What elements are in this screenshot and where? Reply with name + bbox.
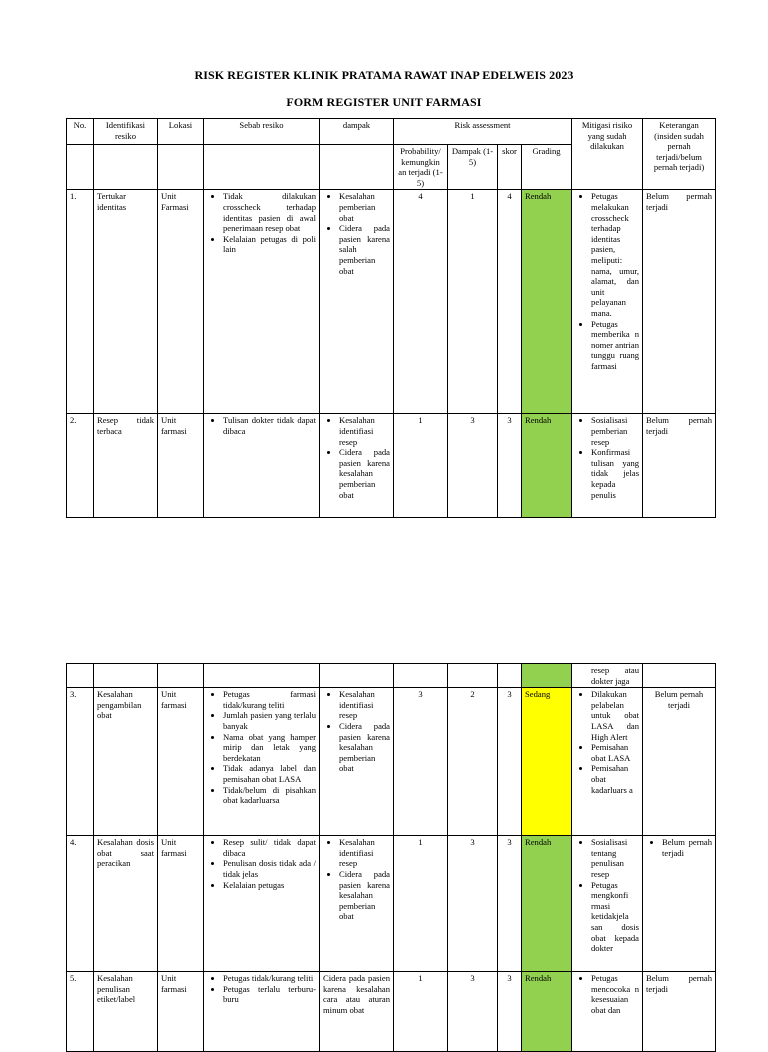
col-header-dampak: dampak [320,119,394,145]
row-mitigasi [572,836,643,972]
list-item: • Petugas tidak/kurang teliti [223,973,316,984]
document-title: RISK REGISTER KLINIK PRATAMA RAWAT INAP EDELWEIS 2023 [194,68,574,82]
row-no: 3. [67,688,94,836]
col-header-no: No. [67,119,94,145]
header-row-1 [67,119,716,145]
list-item: • Kesalahan pemberian obat [339,191,390,223]
row-identifikasi: Tertukar identitas [94,190,158,414]
list-item: • Cidera pada pasien karena kesalahan pemberian obat [339,721,390,774]
row-keterangan [643,836,716,972]
row-dampak [320,688,394,836]
row-probability: 4 [394,190,448,414]
col-header-sebab: Sebab resiko [204,119,320,145]
list-item: • Jumlah pasien yang terlalu banyak [223,710,316,731]
list-item: • Petugas mencocoka n kesesuaian obat dan [591,973,639,1015]
row-dampak: Cidera pada pasien karena kesalahan cara atau aturan minum obat [320,972,394,1052]
table-row [67,688,716,836]
row-dampak [320,836,394,972]
col-header-dampak-score: Dampak (1-5) [448,145,498,190]
list-item: • Tulisan dokter tidak dapat dibaca [223,415,316,436]
list-item: • Kesalahan identifiasi resep [339,415,390,447]
list-item: • Konfirmasi tulisan yang tidak jelas kepada penulis [591,447,639,500]
col-header-risk-assessment: Risk assessment [394,119,572,145]
table-row [67,972,716,1052]
list-item: • Petugas memberika n nomer antrian tunggu ruang farmasi [591,319,639,372]
row-no: 4. [67,836,94,972]
row-identifikasi: Kesalahan pengambilan obat [94,688,158,836]
list-item: • Pemisahan obat LASA [591,742,639,763]
row-no: 2. [67,414,94,518]
table-row [67,836,716,972]
table-row [67,414,716,518]
list-item: • Nama obat yang hamper mirip dan letak yang berdekatan [223,732,316,764]
row-dampak-score: 2 [448,688,498,836]
row-skor: 3 [498,972,522,1052]
row-sebab [204,688,320,836]
row-sebab [204,414,320,518]
row-keterangan: Belum permah terjadi [643,190,716,414]
row-no: 1. [67,190,94,414]
row-dampak-score: 1 [448,190,498,414]
row-lokasi: Unit farmasi [158,836,204,972]
row-sebab [204,836,320,972]
row-probability: 1 [394,836,448,972]
row-skor: 4 [498,190,522,414]
col-header-probability: Probability/ kemungkin an terjadi (1-5) [394,145,448,190]
row-identifikasi: Resep tidak terbaca [94,414,158,518]
row-grading: Rendah [522,414,572,518]
list-item: • Pemisahan obat kadarluars a [591,763,639,795]
list-item: • Tidak/belum di pisahkan obat kadarluarsa [223,785,316,806]
row-keterangan: Belum pernah terjadi [643,414,716,518]
list-item: • Tidak adanya label dan pemisahan obat LASA [223,763,316,784]
row-identifikasi: Kesalahan penulisan etiket/label [94,972,158,1052]
row-lokasi: Unit farmasi [158,688,204,836]
continuation-text: resep atau dokter jaga [572,664,643,688]
row-probability: 1 [394,414,448,518]
list-item: • Cidera pada pasien karena salah pemberian obat [339,223,390,276]
row-dampak [320,190,394,414]
list-item: • Belum pernah terjadi [662,837,712,858]
list-item: • Tidak dilakukan crosscheck terhadap identitas pasien di awal penerimaan resep obat [223,191,316,233]
row-keterangan: Belum pernah terjadi [643,688,716,836]
list-item: • Petugas mengkonfi rmasi ketidakjela san dosis obat kepada dokter [591,880,639,954]
list-item: • Petugas melakukan crosscheck terhadap identitas pasien, meliputi: nama, umur, alamat, dan unit pelayanan mana. [591,191,639,318]
row-identifikasi: Kesalahan dosis obat saat peracikan [94,836,158,972]
list-item: • Penulisan dosis tidak ada / tidak jelas [223,858,316,879]
row-lokasi: Unit farmasi [158,972,204,1052]
list-item: • Petugas farmasi tidak/kurang teliti [223,689,316,710]
list-item: • Sosialisasi tentang penulisan resep [591,837,639,879]
row-dampak-score: 3 [448,836,498,972]
col-header-keterangan: Keterangan (insiden sudah pernah terjadi/belum pernah terjadi) [643,119,716,190]
row-grading: Rendah [522,190,572,414]
list-item: • Dilakukan pelabelan untuk obat LASA dan High Alert [591,689,639,742]
document-subtitle: FORM REGISTER UNIT FARMASI [286,95,482,109]
row-mitigasi [572,972,643,1052]
row-skor: 3 [498,414,522,518]
row-probability: 1 [394,972,448,1052]
col-header-skor: skor [498,145,522,190]
row-skor: 3 [498,688,522,836]
row-sebab [204,972,320,1052]
row-lokasi: Unit Farmasi [158,190,204,414]
col-header-grading: Grading [522,145,572,190]
row-lokasi: Unit farmasi [158,414,204,518]
row-sebab [204,190,320,414]
list-item: • Kesalahan identifiasi resep [339,689,390,721]
row-keterangan: Belum pernah terjadi [643,972,716,1052]
row-no: 5. [67,972,94,1052]
row-dampak-score: 3 [448,414,498,518]
risk-table-top [66,118,716,518]
risk-table-continued [66,663,716,1052]
list-item: • Kesalahan identifiasi resep [339,837,390,869]
row-grading: Rendah [522,972,572,1052]
list-item: • Petugas terlalu terburu-buru [223,984,316,1005]
list-item: • Resep sulit/ tidak dapat dibaca [223,837,316,858]
list-item: • Cidera pada pasien karena kesalahan pemberian obat [339,869,390,922]
list-item: • Sosialisasi pemberian resep [591,415,639,447]
row-mitigasi [572,688,643,836]
row-grading: Rendah [522,836,572,972]
row-grading: Sedang [522,688,572,836]
row-skor: 3 [498,836,522,972]
table-row [67,190,716,414]
list-item: • Kelalaian petugas di poli lain [223,234,316,255]
row-dampak-score: 3 [448,972,498,1052]
col-header-identifikasi: Identifikasi resiko [94,119,158,145]
row-mitigasi [572,190,643,414]
list-item: • Kelalaian petugas [223,880,316,891]
col-header-mitigasi: Mitigasi risiko yang sudah dilakukan [572,119,643,190]
continuation-row [67,664,716,688]
col-header-lokasi: Lokasi [158,119,204,145]
row-mitigasi [572,414,643,518]
row-dampak [320,414,394,518]
row-probability: 3 [394,688,448,836]
list-item: • Cidera pada pasien karena kesalahan pemberian obat [339,447,390,500]
